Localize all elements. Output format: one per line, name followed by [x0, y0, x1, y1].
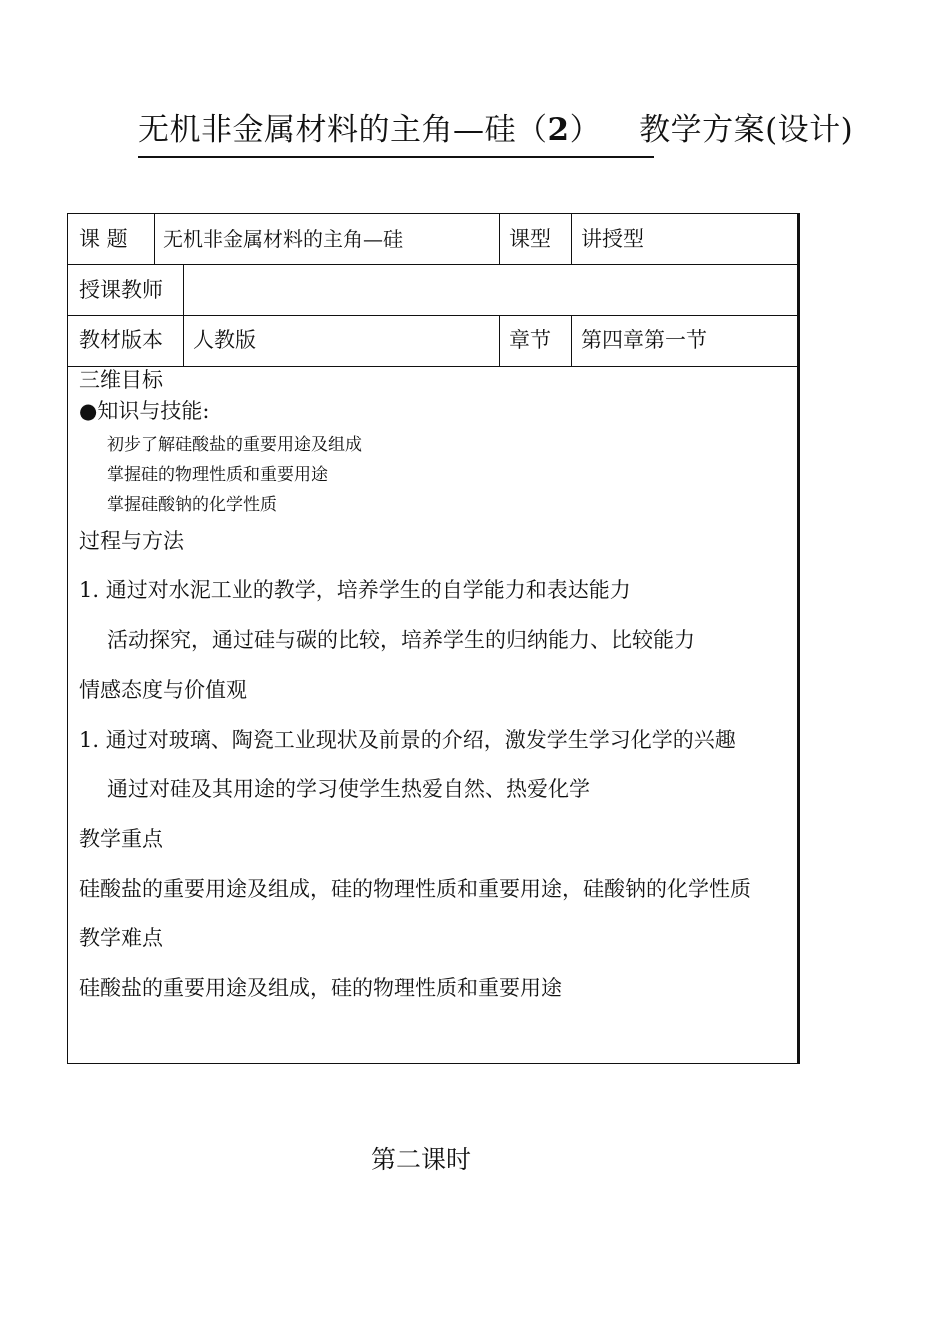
- lesson-type-label: 课型: [509, 227, 551, 251]
- document-title: [138, 104, 853, 149]
- chapter-label: 章节: [509, 328, 551, 352]
- col-divider-r1-c: [571, 214, 572, 264]
- knowledge-heading: ●知识与技能:: [79, 399, 210, 423]
- process-item: 1. 通过对水泥工业的教学，培养学生的自学能力和表达能力: [79, 578, 631, 602]
- chapter-value: 第四章第一节: [581, 328, 707, 352]
- title-number: 2: [547, 112, 570, 148]
- knowledge-item: 掌握硅的物理性质和重要用途: [107, 465, 328, 485]
- knowledge-item: 掌握硅酸钠的化学性质: [107, 495, 277, 515]
- process-heading: 过程与方法: [79, 529, 184, 553]
- title-main: 无机非金属材料的主角—硅（: [138, 112, 548, 148]
- topic-label: 课 题: [79, 227, 128, 251]
- difficulty-text: 硅酸盐的重要用途及组成，硅的物理性质和重要用途: [79, 976, 562, 1000]
- textbook-value: 人教版: [193, 328, 256, 352]
- title-suffix: 教学方案(设计): [639, 112, 854, 148]
- row-divider-3: [68, 366, 797, 367]
- col-divider-r3-b: [499, 315, 500, 366]
- key-points-heading: 教学重点: [79, 827, 163, 851]
- process-item: 活动探究，通过硅与碳的比较，培养学生的归纳能力、比较能力: [107, 628, 695, 652]
- title-underline: [138, 156, 654, 158]
- lesson-info-table: [67, 213, 800, 1064]
- emotion-item: 1. 通过对玻璃、陶瓷工业现状及前景的介绍，激发学生学习化学的兴趣: [79, 728, 736, 752]
- difficulty-heading: 教学难点: [79, 926, 163, 950]
- emotion-heading: 情感态度与价值观: [79, 678, 247, 702]
- row-divider-1: [68, 264, 797, 265]
- goals-heading: 三维目标: [79, 368, 163, 392]
- col-divider-r3-a: [183, 315, 184, 366]
- lesson-type-value: 讲授型: [581, 227, 644, 251]
- topic-value: 无机非金属材料的主角—硅: [163, 227, 403, 251]
- col-divider-r2-a: [183, 264, 184, 315]
- col-divider-r1-b: [499, 214, 500, 264]
- title-close: ）: [569, 112, 602, 148]
- row-divider-2: [68, 315, 797, 316]
- teacher-label: 授课教师: [79, 278, 163, 302]
- col-divider-r1-a: [154, 214, 155, 264]
- knowledge-item: 初步了解硅酸盐的重要用途及组成: [107, 435, 362, 455]
- key-points-text: 硅酸盐的重要用途及组成，硅的物理性质和重要用途，硅酸钠的化学性质: [79, 877, 751, 901]
- emotion-item: 通过对硅及其用途的学习使学生热爱自然、热爱化学: [107, 777, 590, 801]
- col-divider-r3-c: [571, 315, 572, 366]
- textbook-label: 教材版本: [79, 328, 163, 352]
- lesson-period: 第二课时: [371, 1145, 472, 1174]
